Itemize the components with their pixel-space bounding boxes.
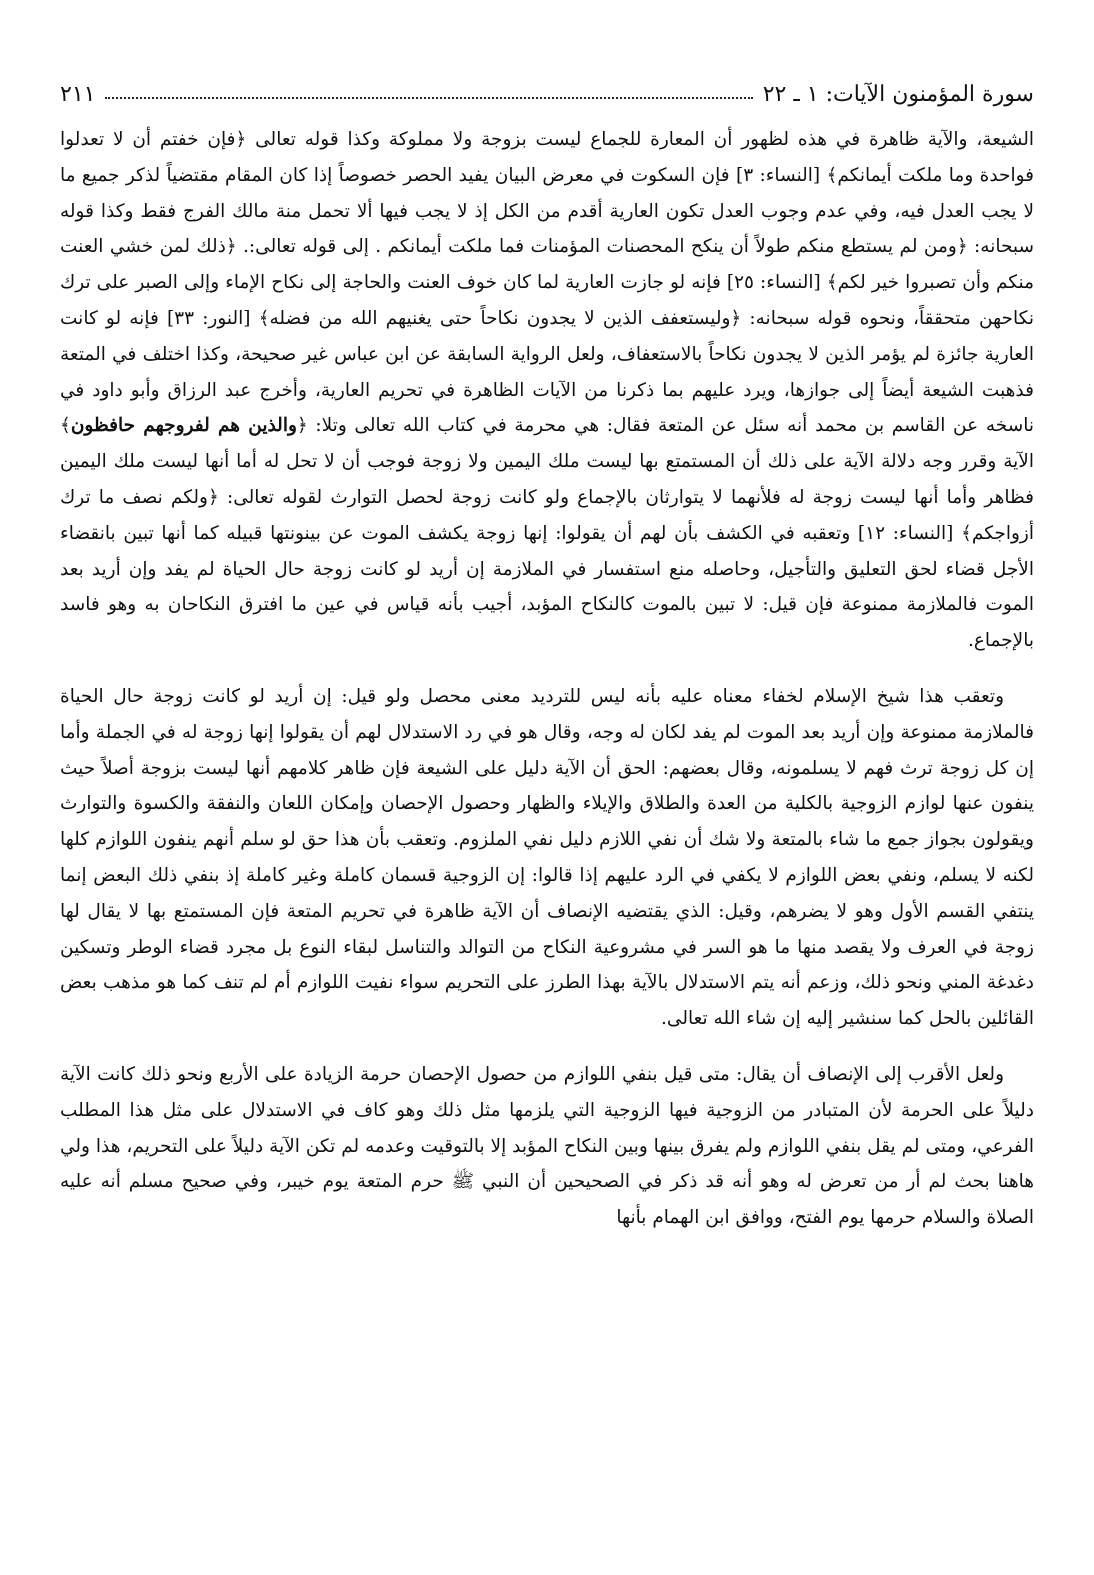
paragraph-1 [60, 122, 1034, 659]
leader-dots [105, 97, 752, 99]
paragraph-2: وتعقب هذا شيخ الإسلام لخفاء معناه عليه بأنه ليس للترديد معنى محصل ولو قيل: إن أريد لو كانت زوجة حال الحياة فالملازمة ممنوعة وإن أريد بعد الموت لم يفد لكان له وجه، وقال هو في رد الاستدلال لهم أن يقولوا إنها زوجة له في الجملة وأما إن كل زوجة ترث فهم لا يسلمونه، وقال بعضهم: الحق أن الآية دليل على الشيعة فإن ظاهر كلامهم أنها ليست بزوجة أصلاً حيث ينفون عنها لوازم الزوجية بالكلية من العدة والطلاق والإيلاء والظهار وحصول الإحصان وإمكان اللعان والنفقة والكسوة والتوارث ويقولون بجواز جمع ما شاء بالمتعة ولا شك أن نفي اللازم دليل نفي الملزوم. وتعقب بأن هذا حق لو سلم أنهم ينفون اللوازم كلها لكنه لا يسلم، ونفي بعض اللوازم لا يكفي في الرد عليهم إذا قالوا: إن الزوجية قسمان كاملة وغير كاملة إذ بنفي ذلك البعض إنما ينتفي القسم الأول وهو لا يضرهم، وقيل: الذي يقتضيه الإنصاف أن الآية ظاهرة في تحريم المتعة فإن المستمتع بها لا يقال لها زوجة في العرف ولا يقصد منها ما هو السر في مشروعية النكاح من التوالد والتناسل لبقاء النوع بل مجرد قضاء الوطر وتسكين دغدغة المني ونحو ذلك، وزعم أنه يتم الاستدلال بالآية بهذا الطرز على التحريم سواء نفيت اللوازم أم لم تنف كما هو مذهب بعض القائلين بالحل كما سنشير إليه إن شاء الله تعالى. [60, 685, 1034, 1030]
body-text [60, 122, 1034, 1236]
running-header [60, 74, 1034, 114]
quoted-verse-bold: والذين هم لفروجهم حافظون [70, 415, 297, 437]
paragraph-3: ولعل الأقرب إلى الإنصاف أن يقال: متى قيل بنفي اللوازم من حصول الإحصان حرمة الزيادة على الأربع ونحو ذلك كانت الآية دليلاً على الحرمة لأن المتبادر من الزوجية فيها الزوجية التي يلزمها مثل ذلك وهو كاف في الاستدلال على مثل هذا المطلب الفرعي، ومتى لم يقل بنفي اللوازم ولم يفرق بينها وبين النكاح المؤبد إلا بالتوقيت وعدمه لم تكن الآية دليلاً على التحريم، هذا ولي هاهنا بحث لم أر من تعرض له وهو أنه قد ذكر في الصحيحين أن النبي ﷺ حرم المتعة يوم خيبر، وفي صحيح مسلم أنه عليه الصلاة والسلام حرمها يوم الفتح، ووافق ابن الهمام بأنها [60, 1063, 1034, 1229]
surah-title: سورة المؤمنون الآيات: ١ ـ ٢٢ [762, 81, 1034, 107]
paragraph-1-rest: ﴾ الآية وقرر وجه دلالة الآية على ذلك أن المستمتع بها ليست ملك اليمين ولا زوجة فوجب أن لا تحل له أما أنها ليست ملك اليمين فظاهر وأما أنها ليست زوجة له فلأنهما لا يتوارثان بالإجماع ولو كانت زوجة لحصل التوارث لقوله تعالى: ﴿ولكم نصف ما ترك أزواجكم﴾ [النساء: ١٢] وتعقبه في الكشف بأن لهم أن يقولوا: إنها زوجة يكشف الموت عن بينونتها قبيله كما أنها تبين بانقضاء الأجل قضاء لحق التعليق والتأجيل، وحاصله منع استفسار في الملازمة إن أريد لو كانت زوجة حال الحياة لم يفد وإن أريد بعد الموت فالملازمة ممنوعة فإن قيل: لا تبين بالموت كالنكاح المؤبد، أجيب بأنه قياس في عين ما افترق النكاحان به وهو فاسد بالإجماع. [60, 415, 1034, 652]
page-number: ٢١١ [60, 81, 96, 107]
paragraph-1-text: الشيعة، والآية ظاهرة في هذه لظهور أن المعارة للجماع ليست بزوجة ولا مملوكة وكذا قوله تعالى ﴿فإن خفتم أن لا تعدلوا فواحدة وما ملكت أيمانكم﴾ [النساء: ٣] فإن السكوت في معرض البيان يفيد الحصر خصوصاً إذا كان المقام مقتضياً لذكر جميع ما لا يجب العدل فيه، وفي عدم وجوب العدل تكون العارية أقدم من الكل إذ لا يجب فيها ألا تحمل منة مالك الفرج فقط وكذا قوله سبحانه: ﴿ومن لم يستطع منكم طولاً أن ينكح المحصنات المؤمنات فما ملكت أيمانكم . إلى قوله تعالى:. ﴿ذلك لمن خشي العنت منكم وأن تصبروا خير لكم﴾ [النساء: ٢٥] فإنه لو جازت العارية لما كان خوف العنت والحاجة إلى نكاح الإماء وإلى الصبر على ترك نكاحهن متحققاً، ونحوه قوله سبحانه: ﴿وليستعفف الذين لا يجدون نكاحاً حتى يغنيهم الله من فضله﴾ [النور: ٣٣] فإنه لو كانت العارية جائزة لم يؤمر الذين لا يجدون نكاحاً بالاستعفاف، ولعل الرواية السابقة عن ابن عباس غير صحيحة، وكذا اختلف في المتعة فذهبت الشيعة أيضاً إلى جوازها، ويرد عليهم بما ذكرنا من الآيات الظاهرة في تحريم العارية، وأخرج عبد الرزاق وأبو داود في ناسخه عن القاسم بن محمد أنه سئل عن المتعة فقال: هي محرمة في كتاب الله تعالى وتلا: ﴿ [60, 129, 1035, 437]
